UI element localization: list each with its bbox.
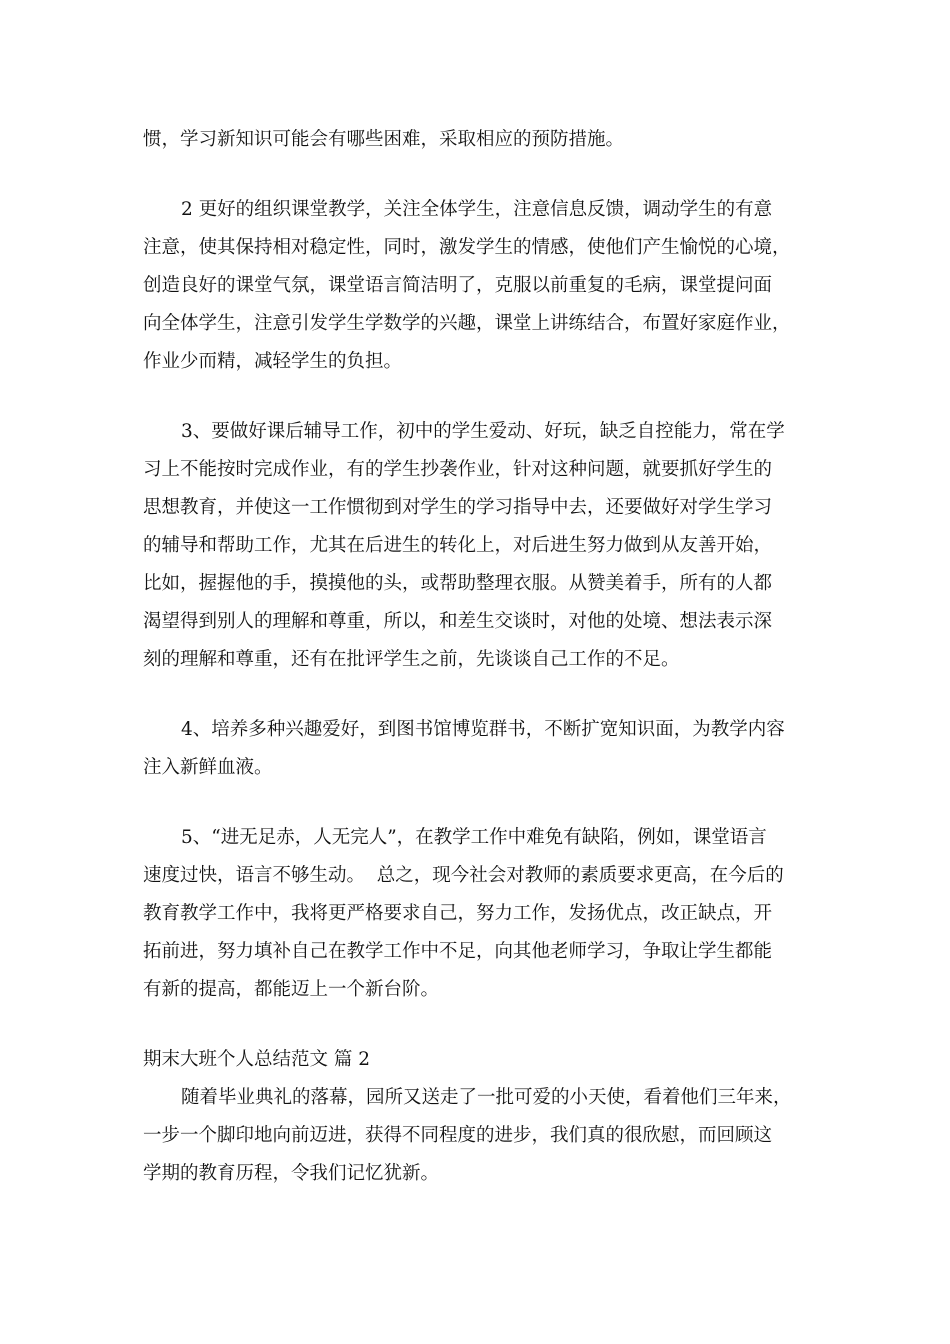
section-heading: 期末大班个人总结范文 篇 2	[143, 1049, 371, 1070]
paragraph-line: 拓前进，努力填补自己在教学工作中不足，向其他老师学习，争取让学生都能	[143, 941, 773, 962]
paragraph-line: 2 更好的组织课堂教学，关注全体学生，注意信息反馈，调动学生的有意	[181, 199, 773, 220]
paragraph-line: 随着毕业典礼的落幕，园所又送走了一批可爱的小天使，看着他们三年来，	[181, 1087, 792, 1108]
paragraph-line: 惯，学习新知识可能会有哪些困难，采取相应的预防措施。	[143, 129, 625, 150]
paragraph-line: 一步一个脚印地向前迈进，获得不同程度的进步，我们真的很欣慰，而回顾这	[143, 1125, 773, 1146]
paragraph-line: 刻的理解和尊重，还有在批评学生之前，先谈谈自己工作的不足。	[143, 649, 680, 670]
paragraph-line: 的辅导和帮助工作，尤其在后进生的转化上，对后进生努力做到从友善开始，	[143, 535, 773, 556]
paragraph-line: 向全体学生，注意引发学生学数学的兴趣，课堂上讲练结合，布置好家庭作业，	[143, 313, 791, 334]
paragraph-line: 5、“进无足赤，人无完人”，在教学工作中难免有缺陷，例如，课堂语言	[181, 827, 767, 848]
paragraph-line: 注入新鲜血液。	[143, 757, 273, 778]
paragraph-line: 思想教育，并使这一工作惯彻到对学生的学习指导中去，还要做好对学生学习	[143, 497, 773, 518]
paragraph-line: 教育教学工作中，我将更严格要求自己，努力工作，发扬优点，改正缺点，开	[143, 903, 773, 924]
paragraph-line: 学期的教育历程，令我们记忆犹新。	[143, 1163, 440, 1184]
paragraph-line: 4、培养多种兴趣爱好，到图书馆博览群书，不断扩宽知识面，为教学内容	[181, 719, 785, 740]
paragraph-line: 有新的提高，都能迈上一个新台阶。	[143, 979, 440, 1000]
paragraph-line: 创造良好的课堂气氛，课堂语言简洁明了，克服以前重复的毛病，课堂提问面	[143, 275, 773, 296]
paragraph-line: 速度过快，语言不够生动。 总之，现今社会对教师的素质要求更高，在今后的	[143, 865, 784, 886]
paragraph-line: 3、要做好课后辅导工作，初中的学生爱动、好玩，缺乏自控能力，常在学	[181, 421, 785, 442]
paragraph-line: 渴望得到别人的理解和尊重，所以，和差生交谈时，对他的处境、想法表示深	[143, 611, 773, 632]
paragraph-line: 注意，使其保持相对稳定性，同时，激发学生的情感，使他们产生愉悦的心境，	[143, 237, 791, 258]
paragraph-line: 作业少而精，减轻学生的负担。	[143, 351, 403, 372]
paragraph-line: 习上不能按时完成作业，有的学生抄袭作业，针对这种问题，就要抓好学生的	[143, 459, 773, 480]
paragraph-line: 比如，握握他的手，摸摸他的头，或帮助整理衣服。从赞美着手，所有的人都	[143, 573, 773, 594]
